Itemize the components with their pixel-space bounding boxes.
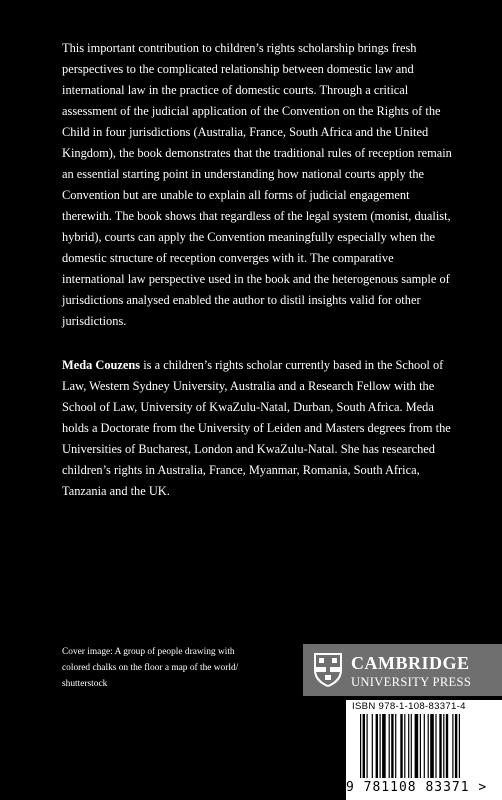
book-description: This important contribution to children’s rights scholarship brings fresh perspectives to the complicated relationship between domestic law and international law in the practice of domestic courts. Through a critical assessment of the judicial application of the Convention on the Rights of the Child in four jurisdictions (Australia, France, South Africa and the United Kingdom), the book demonstrates that the traditional rules of reception remain an essential starting point in understanding how national courts apply the Convention but are unable to explain all forms of judicial engagement therewith. The book shows that regardless of the legal system (monist, dualist, hybrid), courts can apply the Convention meaningfully especially when the domestic structure of reception converges with it. The comparative international law perspective used in the book and the heterogenous sample of jurisdictions analysed enabled the author to distil insights valid for other jurisdictions. — [62, 41, 452, 328]
cambridge-crest-icon — [313, 652, 343, 688]
publisher-press: UNIVERSITY PRESS — [351, 675, 472, 689]
barcode-digits — [346, 780, 502, 795]
cover-image-credit: Cover image: A group of people drawing with colored chalks on the floor a map of the world/ shutterstock — [62, 647, 239, 689]
publisher-logo — [303, 644, 502, 696]
barcode-digits-text: 9 781108 83371 > — [346, 780, 488, 795]
publisher-name: CAMBRIDGE — [351, 653, 470, 673]
barcode-bars — [360, 714, 500, 786]
author-bio-text: is a children’s rights scholar currently based in the School of Law, Western Sydney University, Australia and a Research Fellow with the School of Law, University of KwaZulu-Natal, Durban, South Africa. Meda holds a Doctorate from the University of Leiden and Masters degrees from the Universities of Bucharest, London and KwaZulu-Natal. She has researched children’s rights in Australia, France, Myanmar, Romania, South Africa, Tanzania and the UK. — [62, 358, 451, 498]
isbn-label: ISBN 978-1-108-83371-4 — [352, 701, 466, 712]
author-name: Meda Couzens — [62, 358, 141, 372]
barcode-panel — [346, 700, 502, 800]
author-bio — [62, 355, 454, 502]
